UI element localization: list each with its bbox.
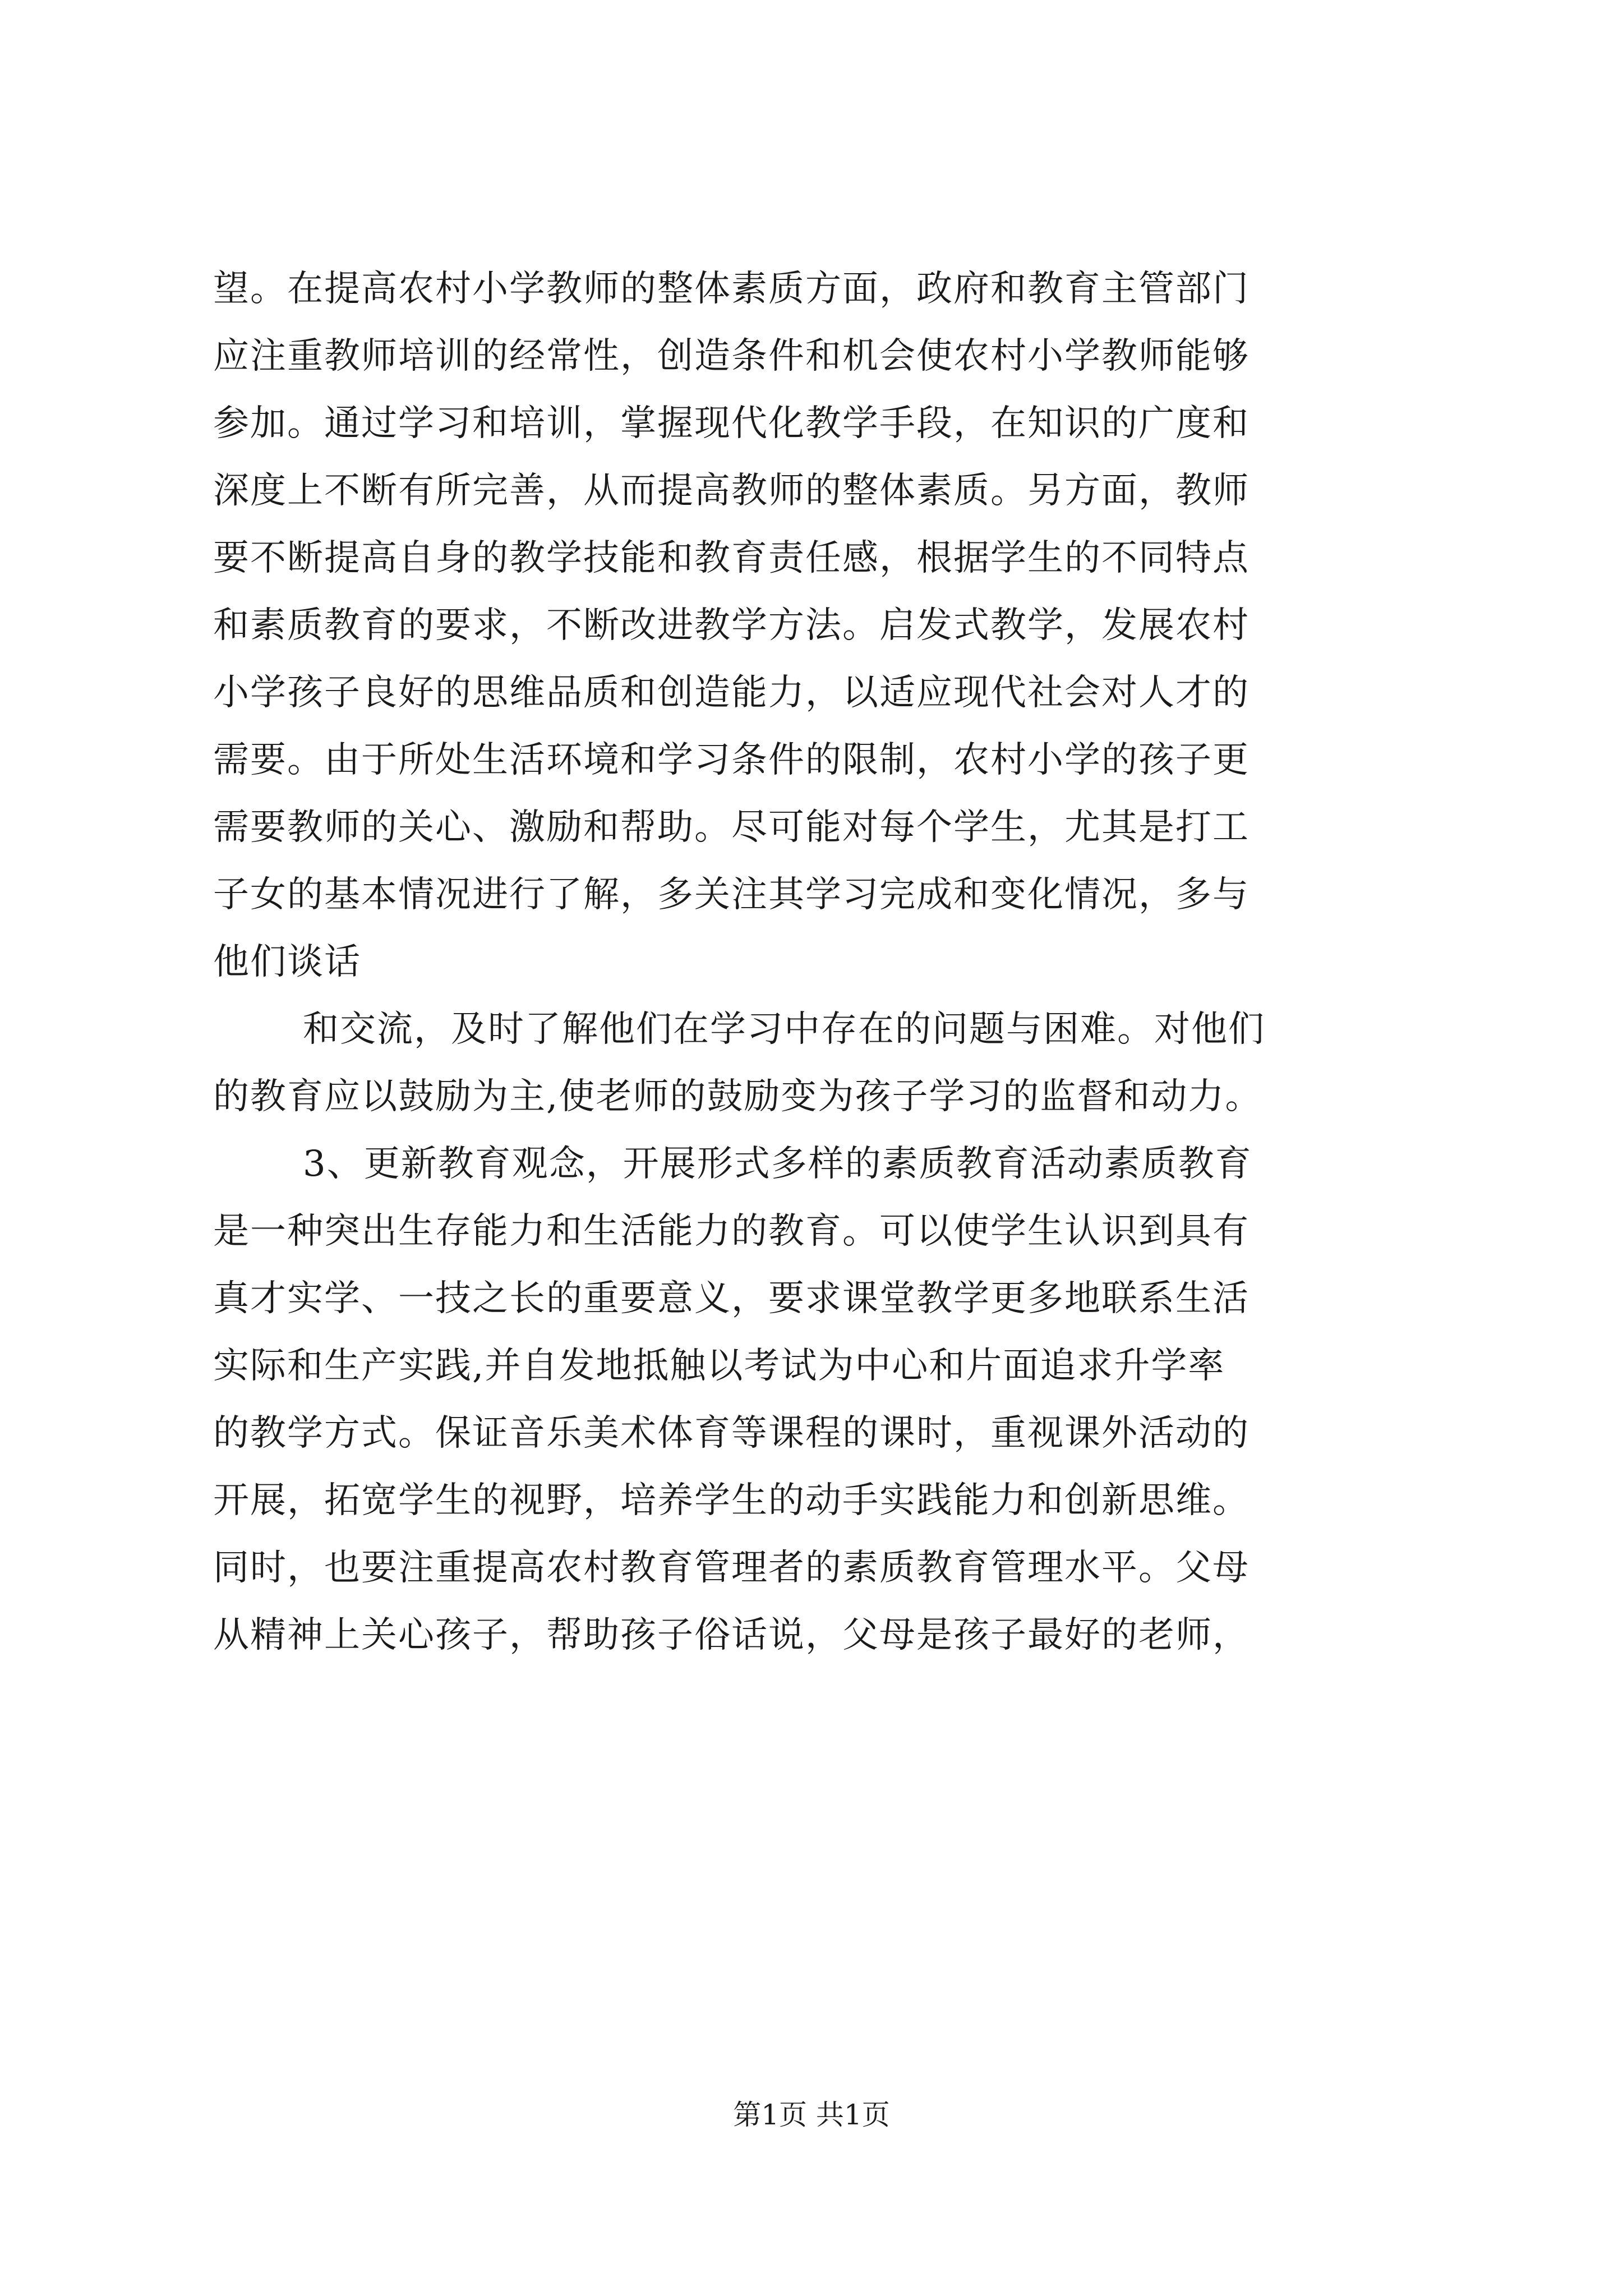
- text-line: 参加。通过学习和培训，掌握现代化教学手段，在知识的广度和: [213, 403, 1249, 444]
- paragraph-1: [213, 255, 1430, 996]
- text-line: 的教学方式。保证音乐美术体育等课程的课时，重视课外活动的: [213, 1412, 1249, 1454]
- text-line: 真才实学、一技之长的重要意义，要求课堂教学更多地联系生活: [213, 1278, 1249, 1319]
- text-line: 从精神上关心孩子，帮助孩子俗话说，父母是孩子最好的老师，: [213, 1614, 1249, 1656]
- text-line: 是一种突出生存能力和生活能力的教育。可以使学生认识到具有: [213, 1211, 1249, 1252]
- paragraph-2: [213, 996, 1430, 1130]
- text-line: 要不断提高自身的教学技能和教育责任感，根据学生的不同特点: [213, 537, 1249, 579]
- text-line: 实际和生产实践,并自发地抵触以考试为中心和片面追求升学率: [213, 1345, 1225, 1387]
- paragraph-3: [213, 1130, 1430, 1669]
- text-line: 深度上不断有所完善，从而提高教师的整体素质。另方面，教师: [213, 470, 1249, 512]
- text-line: 开展，拓宽学生的视野，培养学生的动手实践能力和创新思维。: [213, 1480, 1249, 1521]
- text-line: 小学孩子良好的思维品质和创造能力，以适应现代社会对人才的: [213, 672, 1249, 714]
- text-line: 和交流，及时了解他们在学习中存在的问题与困难。对他们: [303, 1009, 1265, 1050]
- document-body: [213, 255, 1430, 1669]
- text-line: 同时，也要注重提高农村教育管理者的素质教育管理水平。父母: [213, 1547, 1249, 1589]
- text-line: 3、更新教育观念，开展形式多样的素质教育活动素质教育: [303, 1143, 1252, 1185]
- text-line: 子女的基本情况进行了解，多关注其学习完成和变化情况，多与: [213, 874, 1249, 915]
- text-line: 应注重教师培训的经常性，创造条件和机会使农村小学教师能够: [213, 335, 1249, 377]
- text-line: 他们谈话: [213, 941, 361, 983]
- text-line: 和素质教育的要求，不断改进教学方法。启发式教学，发展农村: [213, 605, 1249, 646]
- text-line: 的教育应以鼓励为主,使老师的鼓励变为孩子学习的监督和动力。: [213, 1076, 1262, 1117]
- page-number-footer: 第1页 共1页: [733, 2099, 890, 2131]
- text-line: 望。在提高农村小学教师的整体素质方面，政府和教育主管部门: [213, 268, 1249, 310]
- text-line: 需要教师的关心、激励和帮助。尽可能对每个学生，尤其是打工: [213, 807, 1249, 848]
- text-line: 需要。由于所处生活环境和学习条件的限制，农村小学的孩子更: [213, 739, 1249, 781]
